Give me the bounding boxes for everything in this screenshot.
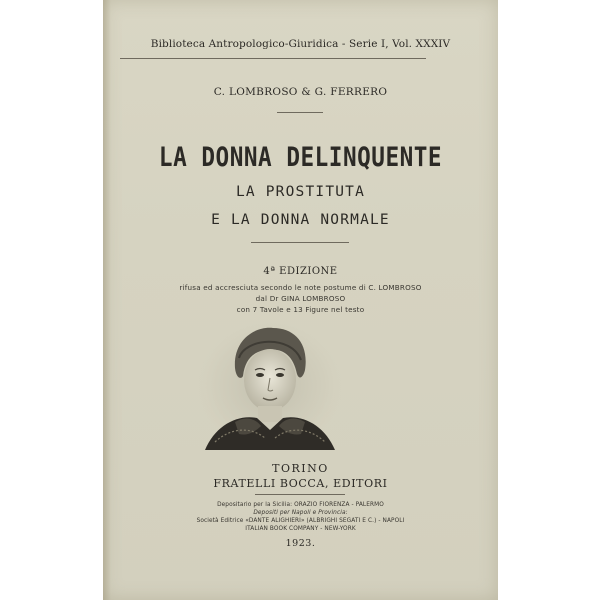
edition-line-2: dal Dr GINA LOMBROSO <box>255 294 346 303</box>
series-line: Biblioteca Antropologico-Giuridica - Serie I, Vol. XXXIV <box>150 38 451 50</box>
title-page <box>103 0 498 600</box>
publisher: FRATELLI BOCCA, EDITORI <box>213 477 388 490</box>
title-rule <box>251 242 349 243</box>
imprint-line-1: Depositario per la Sicilia: ORAZIO FIORENZA - PALERMO <box>217 502 384 508</box>
imprint-line-3: Società Editrice «DANTE ALIGHIERI» (ALBRIGHI SEGATI E C.) - NAPOLI <box>196 518 405 524</box>
authors-rule <box>277 112 323 113</box>
header-rule <box>120 58 426 59</box>
subtitle-line-1: LA PROSTITUTA <box>235 184 366 200</box>
edition-line-1: rifusa ed accresciuta secondo le note postume di C. LOMBROSO <box>179 283 422 292</box>
authors: C. LOMBROSO & G. FERRERO <box>213 86 388 98</box>
subtitle-line-2: E LA DONNA NORMALE <box>211 212 390 228</box>
imprint-line-2: Depositi per Napoli e Provincia: <box>253 510 348 516</box>
edition-heading: 4ª EDIZIONE <box>263 266 338 277</box>
portrait-illustration <box>195 318 345 453</box>
publication-city: TORINO <box>272 462 329 475</box>
book-title: LA DONNA DELINQUENTE <box>158 142 443 173</box>
publisher-rule <box>255 494 345 495</box>
edition-line-3: con 7 Tavole e 13 Figure nel testo <box>236 305 365 314</box>
imprint-line-4: ITALIAN BOOK COMPANY - NEW-YORK <box>245 526 356 532</box>
publication-year: 1923. <box>285 538 316 549</box>
